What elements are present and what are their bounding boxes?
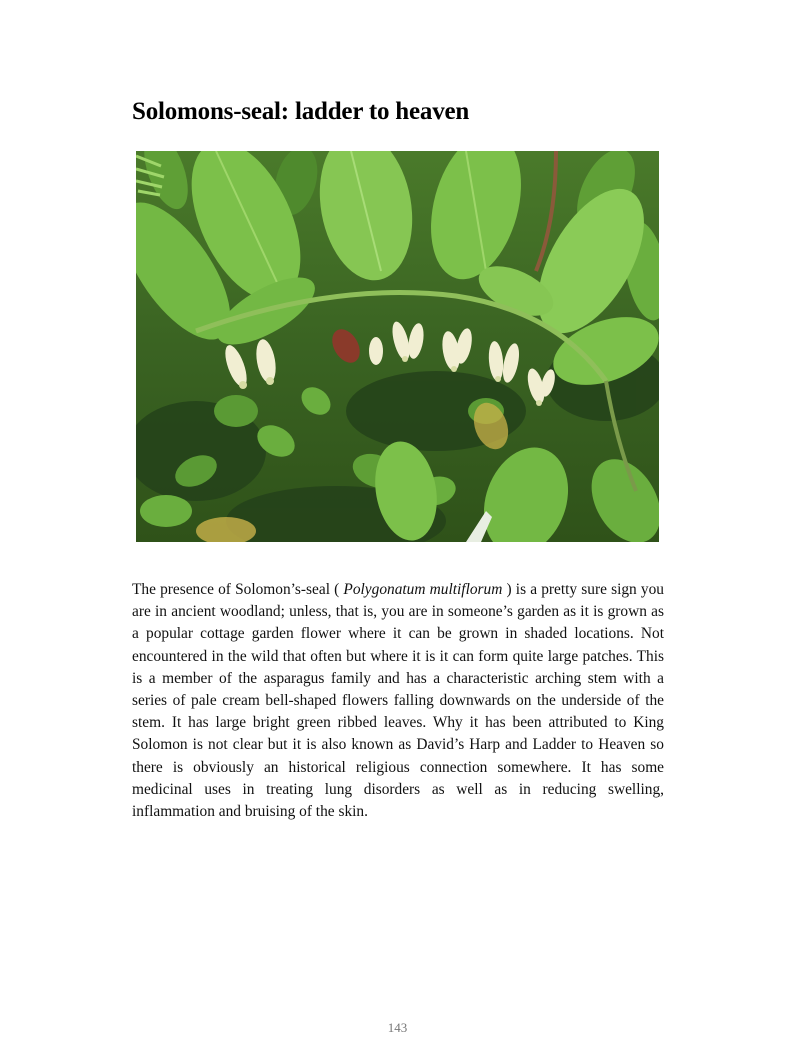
paragraph-body: ) is a pretty sure sign you are in ancient woodland; unless, that is, you are in someone’s garden as it is grown as a popular cottage garden flower where it can be grown in shaded locations. Not encountered in the wild that often but where it is it can form quite large patches. This is a member of the asparagus family and has a characteristic arching stem with a series of pale cream bell-shaped flowers falling downwards on the underside of the stem. It has large bright green ribbed leaves. Why it has been attributed to King Solomon is not clear but it is also known as David’s Harp and Ladder to Heaven so there is obviously an historical religious connection somewhere. It has some medicinal uses in treating lung disorders as well as in reducing swelling, inflammation and bruising of the skin.: [132, 581, 664, 821]
page-number: 143: [387, 1020, 408, 1035]
paragraph-intro: The presence of Solomon’s-seal (: [132, 581, 344, 598]
solomons-seal-photo: [136, 151, 659, 542]
plant-illustration: [136, 151, 659, 542]
description-paragraph: [132, 579, 664, 823]
page-title: Solomons-seal: ladder to heaven: [132, 98, 470, 125]
latin-name: Polygonatum multiflorum: [343, 581, 503, 598]
